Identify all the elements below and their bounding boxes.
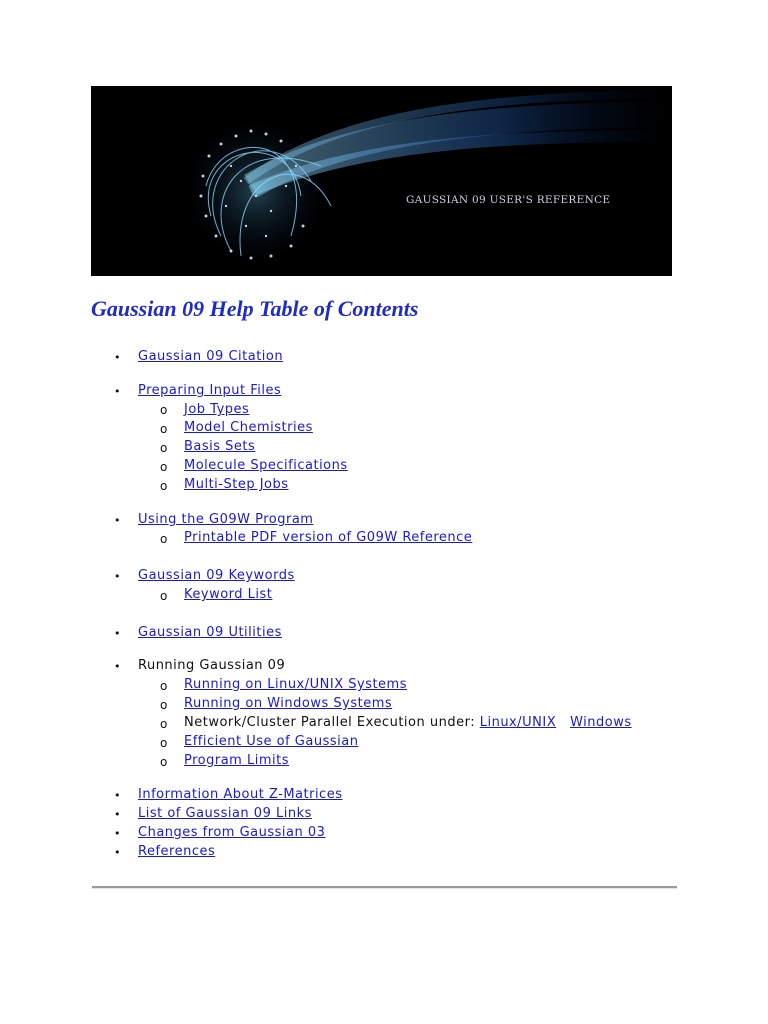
link-citation[interactable]: Gaussian 09 Citation <box>138 349 284 364</box>
sub-bullet-icon: o <box>160 679 168 693</box>
link-molecule-specifications[interactable]: Molecule Specifications <box>184 458 348 473</box>
banner-graphic <box>91 86 672 276</box>
bullet-icon: • <box>114 846 121 859</box>
link-basis-sets[interactable]: Basis Sets <box>184 439 256 454</box>
link-links-list[interactable]: List of Gaussian 09 Links <box>138 806 312 821</box>
horizontal-divider <box>92 886 677 889</box>
bullet-icon: • <box>114 351 121 364</box>
link-program-limits[interactable]: Program Limits <box>184 753 289 768</box>
sub-bullet-icon: o <box>160 736 168 750</box>
bullet-icon: • <box>114 660 121 673</box>
bullet-icon: • <box>114 570 121 583</box>
bullet-icon: • <box>114 514 121 527</box>
link-g09w-program[interactable]: Using the G09W Program <box>138 512 314 527</box>
link-running-linux[interactable]: Running on Linux/UNIX Systems <box>184 677 407 692</box>
bullet-icon: • <box>114 789 121 802</box>
sub-bullet-icon: o <box>160 422 168 436</box>
banner-title: GAUSSIAN 09 USER'S REFERENCE <box>406 194 611 206</box>
link-references[interactable]: References <box>138 844 216 859</box>
page-title: Gaussian 09 Help Table of Contents <box>91 296 419 321</box>
sub-bullet-icon: o <box>160 589 168 603</box>
bullet-icon: • <box>114 827 121 840</box>
running-heading: Running Gaussian 09 <box>138 658 286 673</box>
sub-bullet-icon: o <box>160 717 168 731</box>
sub-bullet-icon: o <box>160 698 168 712</box>
link-parallel-linux[interactable]: Linux/UNIX <box>479 715 557 730</box>
link-utilities[interactable]: Gaussian 09 Utilities <box>138 625 282 640</box>
sub-bullet-icon: o <box>160 441 168 455</box>
link-z-matrices[interactable]: Information About Z-Matrices <box>138 787 343 802</box>
link-multi-step-jobs[interactable]: Multi-Step Jobs <box>184 477 289 492</box>
link-keyword-list[interactable]: Keyword List <box>184 587 273 602</box>
link-g09w-pdf[interactable]: Printable PDF version of G09W Reference <box>184 530 473 545</box>
bullet-icon: • <box>114 627 121 640</box>
sub-bullet-icon: o <box>160 479 168 493</box>
link-changes[interactable]: Changes from Gaussian 03 <box>138 825 326 840</box>
sub-bullet-icon: o <box>160 755 168 769</box>
link-model-chemistries[interactable]: Model Chemistries <box>184 420 313 435</box>
parallel-execution-row <box>184 715 632 731</box>
sub-bullet-icon: o <box>160 460 168 474</box>
parallel-execution-label: Network/Cluster Parallel Execution under: <box>184 715 480 730</box>
link-efficient-use[interactable]: Efficient Use of Gaussian <box>184 734 359 749</box>
link-running-windows[interactable]: Running on Windows Systems <box>184 696 393 711</box>
sub-bullet-icon: o <box>160 403 168 417</box>
link-job-types[interactable]: Job Types <box>184 402 250 417</box>
link-parallel-windows[interactable]: Windows <box>570 715 632 730</box>
sub-bullet-icon: o <box>160 532 168 546</box>
bullet-icon: • <box>114 385 121 398</box>
header-banner <box>91 86 672 276</box>
bullet-icon: • <box>114 808 121 821</box>
link-preparing-input[interactable]: Preparing Input Files <box>138 383 282 398</box>
link-keywords[interactable]: Gaussian 09 Keywords <box>138 568 295 583</box>
